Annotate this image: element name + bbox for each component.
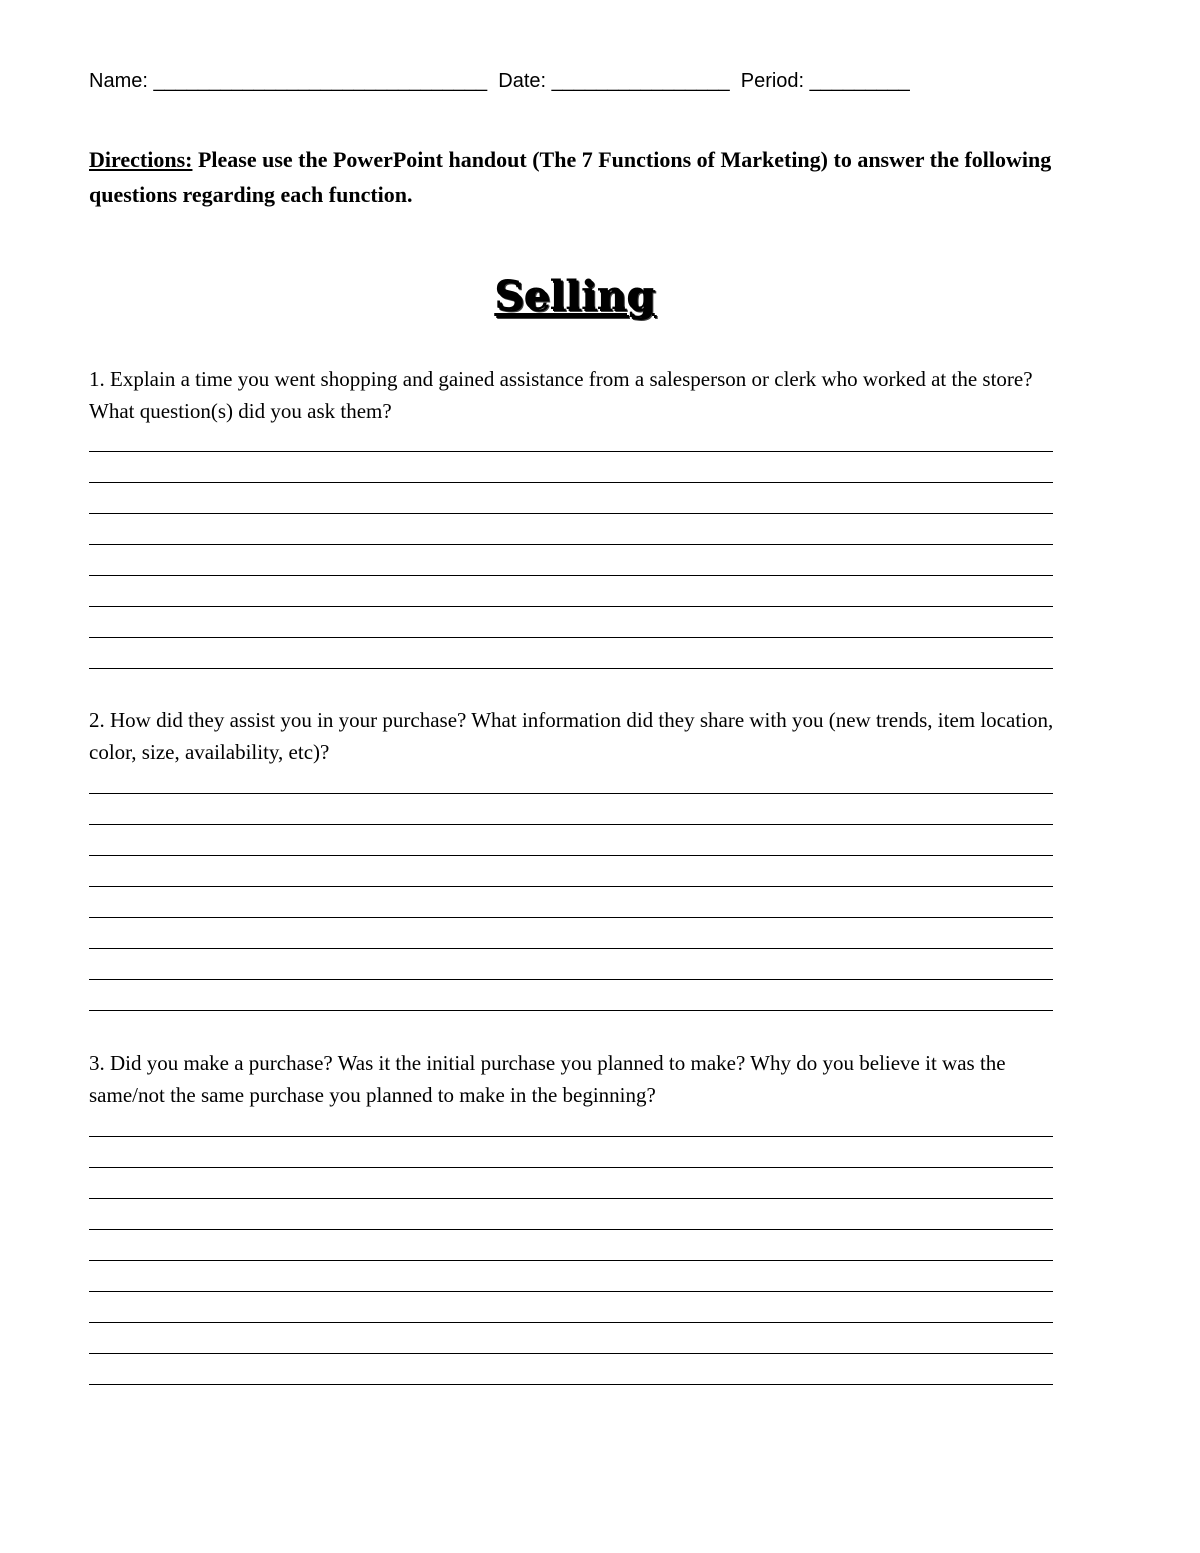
- answer-line[interactable]: [89, 513, 1053, 514]
- answer-line[interactable]: [89, 575, 1053, 576]
- directions-text: Please use the PowerPoint handout (The 7 Functions of Marketing) to answer the following questions regarding each function.: [89, 147, 1052, 207]
- answer-line[interactable]: [89, 1136, 1053, 1137]
- student-info-header: [89, 70, 910, 93]
- question-2: 2. How did they assist you in your purchase? What information did they share with you (new trends, item location, color, size, availability, etc)?: [89, 708, 1054, 764]
- answer-line[interactable]: [89, 1167, 1053, 1168]
- answer-line[interactable]: [89, 1291, 1053, 1292]
- answer-line[interactable]: [89, 544, 1053, 545]
- answer-line[interactable]: [89, 948, 1053, 949]
- answer-line[interactable]: [89, 606, 1053, 607]
- period-field[interactable]: Period: _________: [740, 70, 910, 92]
- answer-line[interactable]: [89, 1353, 1053, 1354]
- answer-line[interactable]: [89, 855, 1053, 856]
- answer-lines-2[interactable]: [89, 793, 1053, 1012]
- answer-line[interactable]: [89, 1229, 1053, 1230]
- answer-line[interactable]: [89, 482, 1053, 483]
- question-3: 3. Did you make a purchase? Was it the initial purchase you planned to make? Why do you believe it was the same/not the same purchase you planned to make in the beginning?: [89, 1051, 1006, 1107]
- answer-line[interactable]: [89, 1260, 1053, 1261]
- directions: [89, 142, 1069, 212]
- answer-line[interactable]: [89, 1384, 1053, 1385]
- question-1: 1. Explain a time you went shopping and gained assistance from a salesperson or clerk who worked at the store? What question(s) did you ask them?: [89, 367, 1033, 423]
- answer-lines-1[interactable]: [89, 451, 1053, 670]
- date-field[interactable]: Date: ________________: [498, 70, 730, 92]
- answer-line[interactable]: [89, 637, 1053, 638]
- answer-line[interactable]: [89, 1198, 1053, 1199]
- section-title: Selling: [494, 272, 655, 319]
- answer-line[interactable]: [89, 824, 1053, 825]
- answer-lines-3[interactable]: [89, 1136, 1053, 1386]
- answer-line[interactable]: [89, 451, 1053, 452]
- answer-line[interactable]: [89, 917, 1053, 918]
- answer-line[interactable]: [89, 793, 1053, 794]
- directions-label: Directions:: [89, 147, 193, 172]
- answer-line[interactable]: [89, 1010, 1053, 1011]
- answer-line[interactable]: [89, 1322, 1053, 1323]
- answer-line[interactable]: [89, 979, 1053, 980]
- answer-line[interactable]: [89, 886, 1053, 887]
- answer-line[interactable]: [89, 668, 1053, 669]
- name-field[interactable]: Name: ______________________________: [89, 70, 488, 92]
